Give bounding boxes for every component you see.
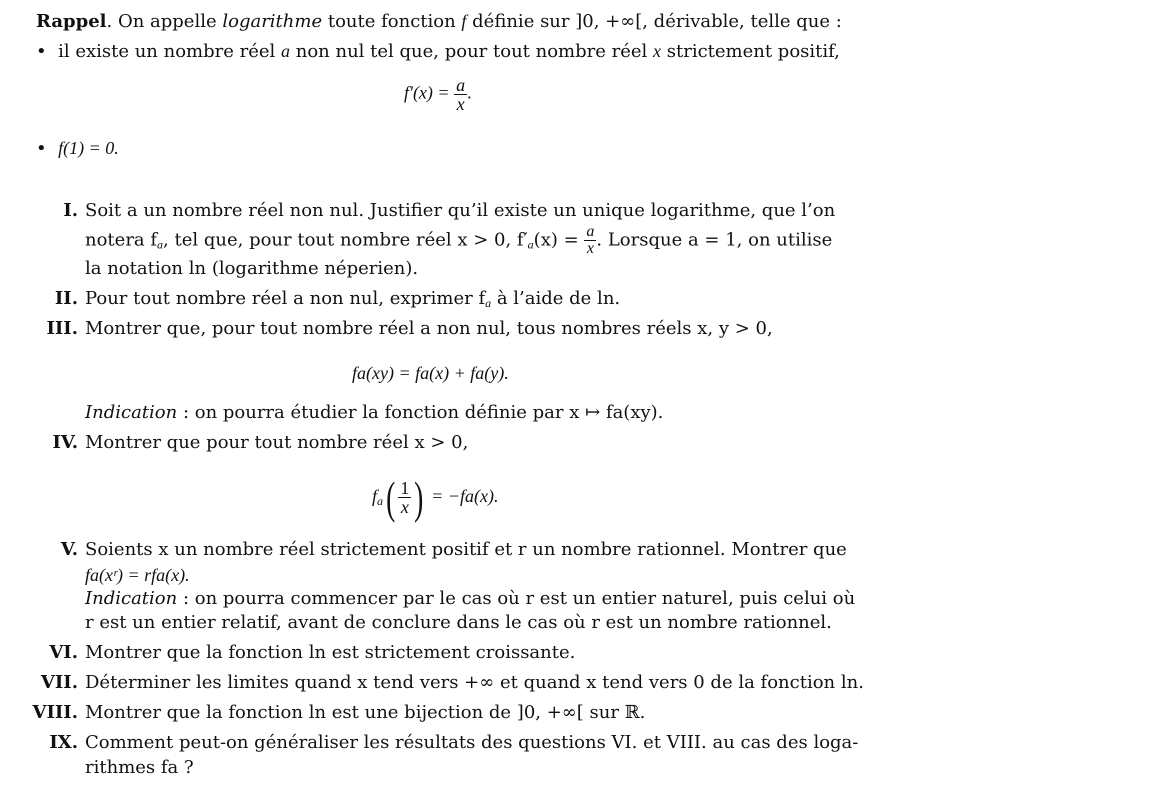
question-iii-equation: fa(xy) = fa(x) + fa(y). [352,363,509,383]
question-iv-line-1: Montrer que pour tout nombre réel x > 0, [85,432,469,453]
question-v-line-1: Soients x un nombre réel strictement positif et r un nombre rationnel. Montrer que [85,539,847,560]
question-number: III. [46,318,78,339]
rappel-equation-1: f′(x) = $\frac{a}{x}$ . [404,75,472,114]
question-v-hint-line-2: r est un entier relatif, avant de conclure dans le cas où r est un nombre rationnel. [85,612,832,633]
bullet-icon: • [36,41,47,62]
question-v-hint: Indication : on pourra commencer par le cas où r est un entier naturel, puis celui où [85,588,856,609]
question-i-line-1: Soit a un nombre réel non nul. Justifier qu’il existe un unique logarithme, que l’on [85,200,836,221]
rappel-bullet-1: • il existe un nombre réel a non nul tel que, pour tout nombre réel x strictement positif, [36,41,840,62]
question-number: I. [63,200,78,221]
question-number: VIII. [32,702,78,723]
question-viii-line-1: Montrer que la fonction ln est une bijection de ]0, +∞[ sur ℝ. [85,702,646,723]
question-number: IX. [49,732,78,753]
question-iv-equation: $f_a$( $\frac{1}{x}$ ) = −fa(x). [372,471,499,523]
question-iii-hint: Indication : on pourra étudier la fonction définie par x ↦ fa(xy). [85,402,664,423]
question-number: VI. [49,642,78,663]
rappel-title: Rappel [36,11,107,32]
question-ii-line-1: Pour tout nombre réel a non nul, exprimer $f_a$ à l’aide de ln. [85,288,621,310]
question-number: V. [60,539,78,560]
hint-label: Indication [85,588,178,609]
question-i-line-2: notera $f_a$, tel que, pour tout nombre réel x > 0, $f'_a(x)$ = $\frac{a}{x}$ . Lorsque a = 1, on utilise [85,223,833,257]
rappel-intro: Rappel. On appelle logarithme toute fonction f définie sur ]0, +∞[, dérivable, telle que : [36,11,842,32]
question-vii-line-1: Déterminer les limites quand x tend vers +∞ et quand x tend vers 0 de la fonction ln. [85,672,864,693]
logarithme-term: logarithme [222,11,323,32]
question-v-line-2: fa(xʳ) = rfa(x). [85,565,190,585]
question-ix-line-2: rithmes fa ? [85,757,194,778]
question-number: IV. [52,432,78,453]
question-ix-line-1: Comment peut-on généraliser les résultats des questions VI. et VIII. au cas des loga- [85,732,859,753]
question-iii-line-1: Montrer que, pour tout nombre réel a non nul, tous nombres réels x, y > 0, [85,318,773,339]
bullet-icon: • [36,138,47,159]
fraction-1-over-x: $\frac{1}{x}$ [400,478,410,518]
rappel-bullet-2: • f(1) = 0. [36,138,119,159]
question-i-line-3: la notation ln (logarithme néperien). [85,258,419,279]
question-vi-line-1: Montrer que la fonction ln est strictement croissante. [85,642,576,663]
question-number: II. [54,288,78,309]
fraction-a-over-x: $\frac{a}{x}$ [456,75,466,114]
fraction-a-over-x: $\frac{a}{x}$ [586,223,595,257]
hint-label: Indication [85,402,178,423]
question-number: VII. [40,672,78,693]
